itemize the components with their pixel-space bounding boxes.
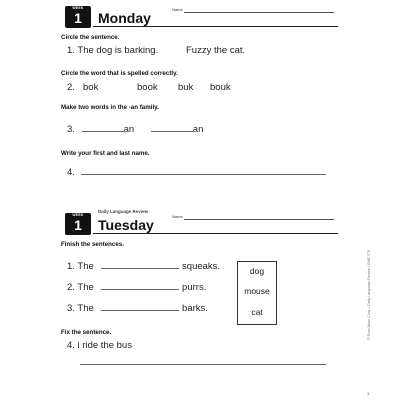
q3-suffix-2: an [192, 124, 204, 135]
q3-blank-2[interactable] [151, 124, 193, 132]
monday-section [60, 0, 350, 178]
tuesday-section [60, 207, 350, 351]
q1-sentence[interactable]: 1. The dog is barking. [67, 45, 159, 56]
copyright-side-note [367, 40, 373, 360]
q2-instruction: Circle the word that is spelled correctly. [61, 70, 178, 77]
q4-number: 4. [67, 167, 75, 178]
q3-instruction: Make two words in the -an family. [61, 104, 159, 111]
word-bank-item: dog [249, 266, 265, 276]
monday-header [60, 0, 350, 28]
finish-instruction: Finish the sentences. [61, 241, 124, 248]
week-number: 1 [74, 10, 82, 26]
name-label: Name [172, 214, 183, 219]
q3-row [67, 124, 203, 135]
tuesday-header [60, 207, 350, 235]
sentence-1-blank[interactable] [101, 261, 179, 269]
q4-row [67, 167, 326, 178]
week-badge [65, 213, 91, 235]
page-number: 3 [367, 391, 370, 396]
sentence-2-blank[interactable] [101, 282, 179, 290]
q4-name-line[interactable] [81, 167, 326, 175]
week-label: WEEK [72, 213, 84, 217]
sentence-row-3 [67, 303, 208, 314]
word-bank-item: cat [251, 307, 263, 317]
name-line[interactable] [184, 219, 334, 220]
q3-number: 3. [67, 124, 75, 135]
q2-word-2[interactable]: book [137, 82, 158, 93]
week-number: 1 [74, 217, 82, 233]
header-rule [93, 233, 338, 234]
q2-word-4[interactable]: bouk [210, 82, 231, 93]
fix-answer-line[interactable] [80, 357, 326, 365]
q4-instruction: Write your first and last name. [61, 150, 150, 157]
q2-word-1[interactable]: bok [83, 82, 99, 93]
q2-word-3[interactable]: buk [178, 82, 194, 93]
week-label: WEEK [72, 6, 84, 10]
q3-suffix-1: an [123, 124, 135, 135]
sentence-row-2 [67, 282, 206, 293]
fix-sentence: 4. i ride the bus [67, 340, 132, 351]
q1-instruction: Circle the sentence. [61, 34, 120, 41]
q1-option[interactable]: Fuzzy the cat. [186, 45, 246, 56]
header-rule [93, 26, 338, 27]
name-line[interactable] [184, 12, 334, 13]
sentence-1-suffix: squeaks. [182, 261, 221, 272]
sentence-3-blank[interactable] [101, 303, 179, 311]
q3-blank-1[interactable] [82, 124, 124, 132]
sentence-3-suffix: barks. [182, 303, 208, 314]
sentence-1-prefix: 1. The [67, 261, 94, 272]
word-bank-box [237, 261, 277, 325]
day-title-tuesday: Tuesday [98, 217, 154, 233]
week-badge [65, 6, 91, 28]
day-title-monday: Monday [98, 10, 151, 26]
sentence-row-1 [67, 261, 220, 272]
sentence-2-prefix: 2. The [67, 282, 94, 293]
name-label: Name [172, 7, 183, 12]
fix-instruction: Fix the sentence. [61, 329, 112, 336]
sentence-2-suffix: purrs. [182, 282, 207, 293]
tuesday-top-label: Daily Language Review [98, 209, 149, 214]
sentence-3-prefix: 3. The [67, 303, 94, 314]
copyright-text: © Evan-Moor Corp. • Daily Language Review • EMC 579 [367, 249, 371, 340]
q2-number: 2. [67, 82, 75, 93]
word-bank-item: mouse [244, 286, 270, 296]
